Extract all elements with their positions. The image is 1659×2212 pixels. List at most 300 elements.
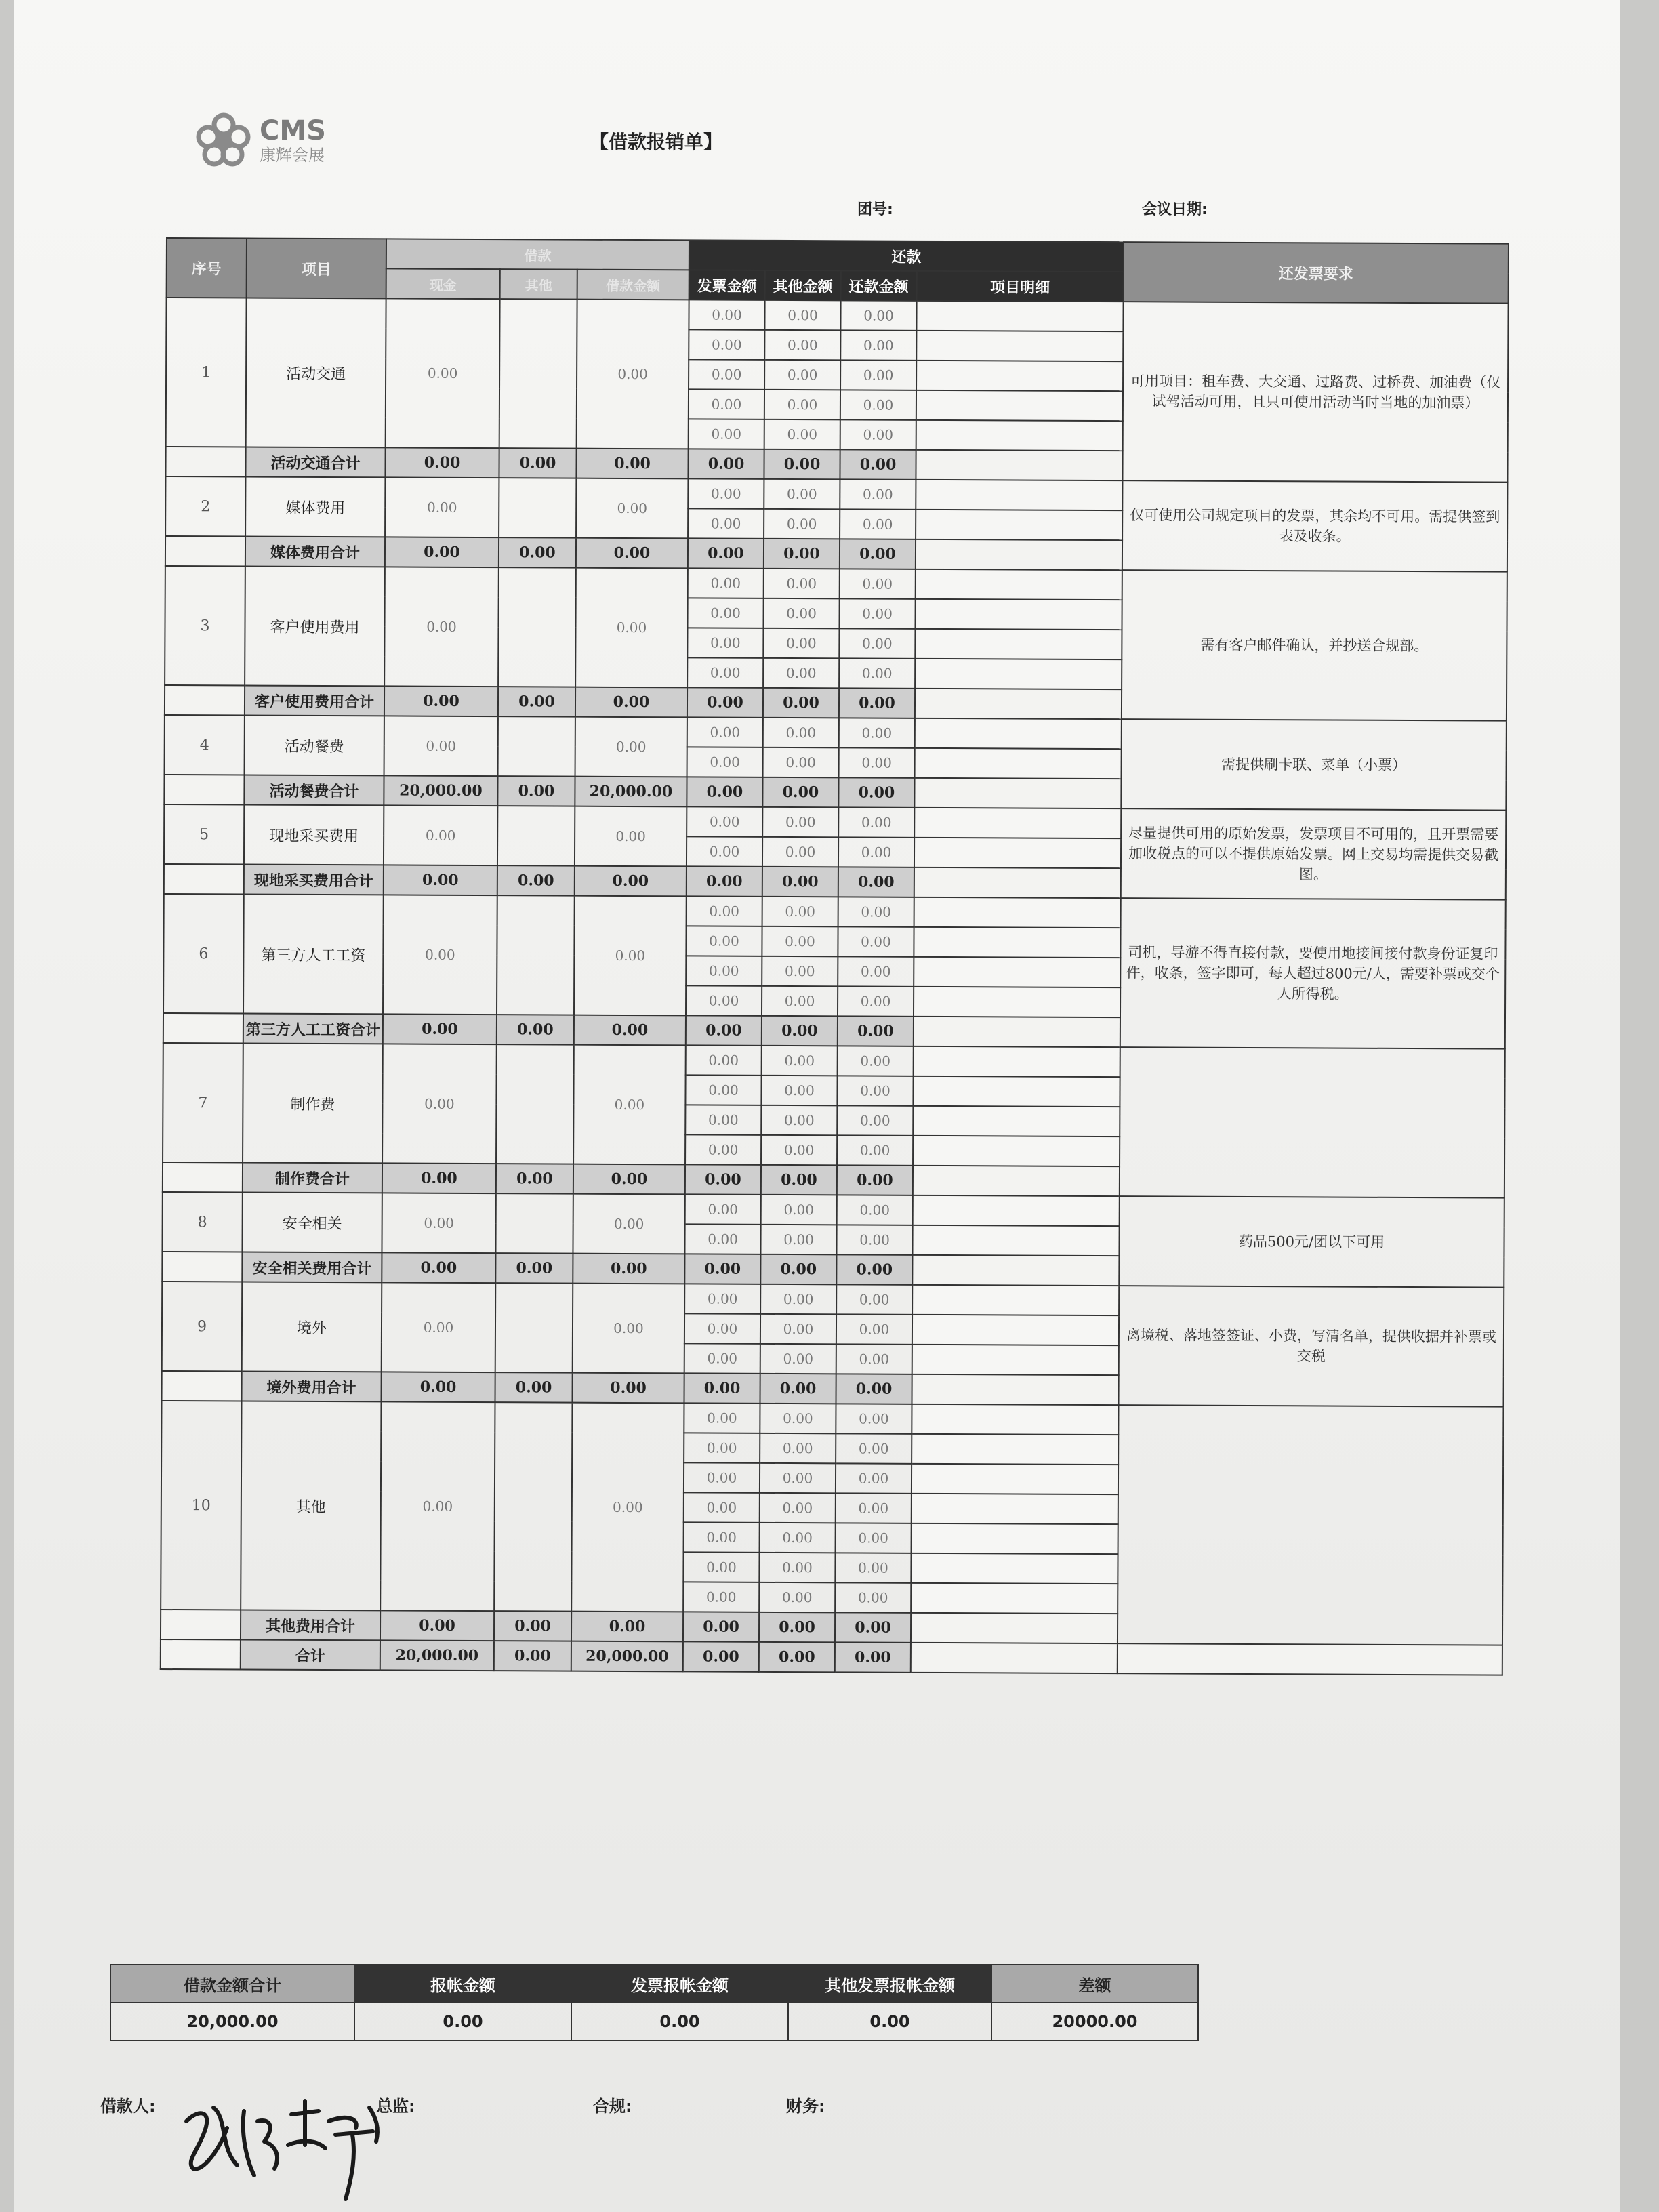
subtotal-detail-spacer (914, 867, 1121, 898)
table-row (165, 476, 1507, 512)
subtotal-spacer (165, 685, 245, 716)
subtotal-value: 0.00 (836, 1374, 912, 1404)
subtotal-label: 客户使用费用合计 (245, 686, 384, 716)
subtotal-detail-spacer (912, 1255, 1119, 1286)
subtotal-value: 0.00 (687, 687, 763, 717)
subtotal-value: 0.00 (686, 1015, 762, 1045)
invoice-amount-cell[interactable]: 0.00 (684, 1492, 760, 1522)
subtotal-value: 0.00 (574, 1015, 686, 1046)
invoice-amount-cell[interactable]: 0.00 (684, 1313, 760, 1343)
detail-cell[interactable] (914, 838, 1121, 868)
detail-cell[interactable] (915, 599, 1122, 630)
other-amount-cell[interactable]: 0.00 (762, 837, 838, 867)
repay-amount-cell[interactable]: 0.00 (836, 1463, 912, 1493)
row-borrow-total: 0.00 (573, 1045, 686, 1165)
other-amount-cell[interactable]: 0.00 (761, 1135, 837, 1165)
subtotal-value: 0.00 (575, 687, 687, 718)
detail-cell[interactable] (916, 569, 1122, 600)
detail-cell[interactable] (913, 1076, 1120, 1107)
row-borrow-cash: 0.00 (386, 298, 500, 448)
row-item: 境外 (242, 1282, 382, 1372)
other-amount-cell[interactable]: 0.00 (764, 390, 840, 419)
other-amount-cell[interactable]: 0.00 (760, 1404, 836, 1433)
other-amount-cell[interactable]: 0.00 (760, 1314, 836, 1344)
row-borrow-cash: 0.00 (382, 1044, 497, 1164)
other-amount-cell[interactable]: 0.00 (761, 1076, 837, 1105)
subtotal-value: 0.00 (495, 1253, 573, 1283)
other-amount-cell[interactable]: 0.00 (759, 1553, 835, 1582)
repay-amount-cell[interactable]: 0.00 (836, 1523, 912, 1553)
grand-total-value: 0.00 (494, 1641, 571, 1671)
subtotal-value: 0.00 (575, 866, 687, 897)
repay-amount-cell[interactable]: 0.00 (837, 1195, 913, 1225)
repay-amount-cell[interactable]: 0.00 (839, 598, 915, 628)
table-row (166, 298, 1508, 333)
row-seq: 10 (161, 1401, 241, 1610)
repay-amount-cell[interactable]: 0.00 (840, 419, 916, 449)
invoice-amount-cell[interactable]: 0.00 (687, 717, 763, 747)
invoice-amount-cell[interactable]: 0.00 (686, 956, 762, 985)
header-invoice-amount: 发票金额 (689, 270, 765, 300)
subtotal-spacer (164, 775, 244, 805)
repay-amount-cell[interactable]: 0.00 (836, 1314, 912, 1344)
grand-total-value: 0.00 (683, 1641, 759, 1671)
repay-amount-cell[interactable]: 0.00 (837, 1135, 913, 1165)
row-borrow-cash: 0.00 (382, 1282, 496, 1372)
detail-cell[interactable] (912, 1464, 1118, 1494)
row-item: 活动交通 (246, 298, 386, 448)
subtotal-detail-spacer (916, 539, 1122, 570)
invoice-amount-cell[interactable]: 0.00 (689, 329, 764, 359)
row-item: 现地采买费用 (244, 805, 384, 865)
subtotal-spacer (163, 1013, 243, 1044)
repay-amount-cell[interactable]: 0.00 (839, 658, 915, 688)
subtotal-value: 0.00 (685, 1164, 761, 1194)
subtotal-value: 0.00 (380, 1610, 494, 1641)
subtotal-value: 0.00 (687, 866, 762, 896)
detail-cell[interactable] (912, 1494, 1118, 1524)
invoice-amount-cell[interactable]: 0.00 (687, 806, 762, 836)
repay-amount-cell[interactable]: 0.00 (840, 509, 916, 539)
repay-amount-cell[interactable]: 0.00 (838, 1046, 914, 1076)
other-amount-cell[interactable]: 0.00 (763, 598, 839, 628)
other-amount-cell[interactable]: 0.00 (760, 1344, 836, 1374)
summary-borrow-total: 20,000.00 (110, 2003, 354, 2041)
subtotal-value: 0.00 (764, 449, 840, 479)
requirement-note: 药品500元/团以下可用 (1119, 1196, 1504, 1287)
repay-amount-cell[interactable]: 0.00 (838, 897, 914, 926)
repay-amount-cell[interactable]: 0.00 (837, 1076, 913, 1105)
row-seq: 8 (162, 1192, 242, 1252)
repay-amount-cell[interactable]: 0.00 (840, 330, 916, 360)
invoice-amount-cell[interactable]: 0.00 (683, 1582, 759, 1612)
requirement-note: 尽量提供可用的原始发票，发票项目不可用的，且开票需要加收税点的可以不提供原始发票。网上交易均需提供交易截图。 (1121, 808, 1507, 899)
detail-cell[interactable] (913, 1136, 1120, 1166)
other-amount-cell[interactable]: 0.00 (762, 926, 838, 956)
header-borrow-other: 其他 (500, 269, 577, 299)
subtotal-value: 0.00 (497, 1015, 574, 1044)
subtotal-value: 0.00 (762, 777, 838, 807)
grand-total-label: 合计 (241, 1639, 380, 1670)
detail-cell[interactable] (912, 1315, 1119, 1345)
invoice-amount-cell[interactable]: 0.00 (688, 508, 764, 538)
subtotal-value: 0.00 (688, 538, 764, 568)
other-amount-cell[interactable]: 0.00 (762, 897, 838, 926)
row-borrow-other (495, 1193, 573, 1253)
invoice-amount-cell[interactable]: 0.00 (685, 1105, 761, 1134)
detail-cell[interactable] (915, 659, 1122, 689)
repay-amount-cell[interactable]: 0.00 (839, 628, 915, 658)
summary-invoice-reimburse: 0.00 (571, 2003, 788, 2041)
row-borrow-total: 0.00 (573, 1284, 685, 1374)
row-item: 第三方人工工资 (243, 895, 384, 1015)
other-amount-cell[interactable]: 0.00 (764, 300, 840, 330)
invoice-amount-cell[interactable]: 0.00 (685, 1194, 761, 1224)
grand-total-req-spacer (1118, 1643, 1502, 1675)
detail-cell[interactable] (911, 1583, 1118, 1614)
grand-total-value: 20,000.00 (571, 1641, 683, 1672)
invoice-amount-cell[interactable]: 0.00 (684, 1462, 760, 1492)
header-borrow-cash: 现金 (386, 268, 500, 299)
requirement-note: 需有客户邮件确认，并抄送合规部。 (1122, 570, 1507, 720)
row-borrow-other (497, 806, 575, 865)
table-row (163, 1043, 1505, 1079)
repay-amount-cell[interactable]: 0.00 (839, 718, 915, 747)
detail-cell[interactable] (914, 808, 1121, 838)
subtotal-spacer (165, 536, 245, 567)
invoice-amount-cell[interactable]: 0.00 (685, 1134, 761, 1164)
detail-cell[interactable] (911, 1553, 1118, 1584)
grand-total-row (161, 1639, 1502, 1675)
subtotal-value: 0.00 (494, 1611, 571, 1641)
subtotal-label: 制作费合计 (243, 1163, 382, 1193)
subtotal-detail-spacer (916, 450, 1122, 480)
summary-header-borrow-total: 借款金额合计 (110, 1965, 354, 2003)
subtotal-value: 0.00 (761, 1165, 837, 1195)
subtotal-value: 0.00 (839, 688, 915, 718)
subtotal-value: 0.00 (383, 1014, 497, 1044)
subtotal-value: 0.00 (840, 539, 916, 569)
repay-amount-cell[interactable]: 0.00 (836, 1404, 912, 1433)
borrower-label: 借款人: (100, 2097, 156, 2116)
detail-cell[interactable] (914, 927, 1120, 958)
group-number-label: 团号: (857, 201, 893, 218)
repay-amount-cell[interactable]: 0.00 (838, 926, 914, 956)
subtotal-value: 0.00 (762, 867, 838, 897)
subtotal-value: 0.00 (573, 1164, 685, 1195)
subtotal-value: 0.00 (760, 1254, 836, 1284)
detail-cell[interactable] (914, 957, 1120, 987)
subtotal-value: 0.00 (837, 1165, 913, 1195)
other-amount-cell[interactable]: 0.00 (764, 509, 840, 539)
detail-cell[interactable] (916, 510, 1122, 540)
subtotal-value: 0.00 (836, 1254, 912, 1284)
detail-cell[interactable] (915, 718, 1122, 749)
requirement-note: 仅可使用公司规定项目的发票，其余均不可用。需提供签到表及收条。 (1122, 480, 1508, 571)
requirement-note (1118, 1405, 1504, 1645)
subtotal-value: 0.00 (385, 447, 499, 478)
subtotal-value: 0.00 (838, 1016, 914, 1046)
repay-amount-cell[interactable]: 0.00 (837, 1105, 913, 1135)
repay-amount-cell[interactable]: 0.00 (840, 569, 916, 598)
table-row (161, 1401, 1503, 1437)
row-seq: 4 (165, 715, 245, 775)
other-amount-cell[interactable]: 0.00 (759, 1582, 835, 1612)
detail-cell[interactable] (914, 897, 1121, 928)
other-amount-cell[interactable]: 0.00 (762, 986, 838, 1016)
other-amount-cell[interactable]: 0.00 (763, 628, 839, 658)
subtotal-value: 20,000.00 (384, 775, 497, 806)
invoice-amount-cell[interactable]: 0.00 (684, 1224, 760, 1254)
other-amount-cell[interactable]: 0.00 (760, 1523, 836, 1553)
summary-header-reimburse: 报帐金额 (354, 1965, 571, 2003)
invoice-amount-cell[interactable]: 0.00 (684, 1522, 760, 1552)
detail-cell[interactable] (912, 1225, 1119, 1256)
summary-table (110, 1964, 1199, 2041)
detail-cell[interactable] (913, 1106, 1120, 1136)
row-borrow-total: 0.00 (571, 1403, 684, 1612)
repay-amount-cell[interactable]: 0.00 (838, 956, 914, 986)
subtotal-detail-spacer (913, 1166, 1120, 1196)
repay-amount-cell[interactable]: 0.00 (836, 1284, 912, 1314)
grand-total-spacer (161, 1639, 241, 1670)
subtotal-spacer (161, 1610, 241, 1640)
detail-cell[interactable] (914, 1046, 1120, 1077)
summary-other-invoice: 0.00 (788, 2003, 991, 2041)
subtotal-value: 0.00 (385, 537, 499, 567)
subtotal-value: 0.00 (497, 865, 575, 895)
detail-cell[interactable] (912, 1404, 1118, 1435)
header-requirements: 还发票要求 (1124, 242, 1509, 303)
invoice-amount-cell[interactable]: 0.00 (687, 747, 763, 777)
detail-cell[interactable] (912, 1285, 1119, 1315)
repay-amount-cell[interactable]: 0.00 (836, 1433, 912, 1463)
subtotal-label: 安全相关费用合计 (242, 1252, 382, 1283)
invoice-amount-cell[interactable]: 0.00 (689, 389, 764, 419)
table-row (163, 1192, 1504, 1228)
header-borrow-total: 借款金额 (577, 270, 689, 300)
other-amount-cell[interactable]: 0.00 (764, 330, 840, 360)
invoice-amount-cell[interactable]: 0.00 (687, 628, 763, 657)
summary-header-invoice-reimburse: 发票报帐金额 (571, 1965, 788, 2003)
invoice-amount-cell[interactable]: 0.00 (689, 419, 764, 449)
subtotal-value: 0.00 (496, 1164, 573, 1193)
invoice-amount-cell[interactable]: 0.00 (687, 896, 762, 926)
subtotal-spacer (162, 1371, 242, 1401)
row-borrow-cash: 0.00 (383, 895, 497, 1015)
repay-amount-cell[interactable]: 0.00 (838, 986, 914, 1016)
table-row (165, 715, 1507, 751)
row-borrow-other (494, 1402, 572, 1611)
document-sheet (14, 0, 1620, 2212)
row-borrow-total: 0.00 (576, 478, 688, 539)
flower-logo-icon (193, 110, 254, 171)
other-amount-cell[interactable]: 0.00 (760, 1284, 836, 1314)
subtotal-value: 0.00 (382, 1372, 495, 1402)
invoice-amount-cell[interactable]: 0.00 (684, 1284, 760, 1313)
subtotal-value: 0.00 (576, 538, 688, 569)
director-label: 总监: (376, 2097, 415, 2116)
repay-amount-cell[interactable]: 0.00 (835, 1553, 911, 1582)
header-repay-amount: 还款金额 (841, 270, 917, 300)
detail-cell[interactable] (915, 748, 1122, 779)
other-amount-cell[interactable]: 0.00 (764, 360, 840, 390)
repay-amount-cell[interactable]: 0.00 (840, 360, 916, 390)
invoice-amount-cell[interactable]: 0.00 (687, 657, 763, 687)
detail-cell[interactable] (912, 1434, 1118, 1465)
invoice-amount-cell[interactable]: 0.00 (684, 1433, 760, 1462)
header-repay-group: 还款 (689, 240, 1124, 272)
row-borrow-cash: 0.00 (384, 805, 497, 865)
detail-cell[interactable] (914, 987, 1120, 1017)
detail-cell[interactable] (916, 480, 1122, 510)
repay-amount-cell[interactable]: 0.00 (839, 747, 915, 777)
row-borrow-other (495, 1283, 573, 1372)
finance-label: 财务: (786, 2097, 825, 2116)
other-amount-cell[interactable]: 0.00 (763, 718, 839, 747)
row-seq: 3 (165, 566, 245, 686)
row-item: 活动餐费 (245, 716, 384, 776)
invoice-amount-cell[interactable]: 0.00 (687, 598, 763, 628)
table-row (162, 1282, 1504, 1317)
subtotal-detail-spacer (914, 778, 1121, 808)
requirement-note: 可用项目：租车费、大交通、过路费、过桥费、加油费（仅试驾活动可用，且只可使用活动当时当地的加油票） (1122, 302, 1508, 482)
row-item: 媒体费用 (245, 477, 385, 537)
subtotal-value: 0.00 (684, 1254, 760, 1284)
other-amount-cell[interactable]: 0.00 (764, 569, 840, 598)
detail-cell[interactable] (916, 420, 1123, 451)
repay-amount-cell[interactable]: 0.00 (836, 1344, 912, 1374)
summary-difference: 20000.00 (991, 2003, 1198, 2041)
repay-amount-cell[interactable]: 0.00 (836, 1493, 912, 1523)
handwritten-signature (173, 2081, 403, 2203)
subtotal-detail-spacer (912, 1374, 1118, 1405)
row-borrow-total: 0.00 (575, 806, 687, 867)
repay-amount-cell[interactable]: 0.00 (840, 390, 916, 419)
repay-amount-cell[interactable]: 0.00 (838, 807, 914, 837)
detail-cell[interactable] (916, 361, 1123, 391)
invoice-amount-cell[interactable]: 0.00 (684, 1343, 760, 1373)
subtotal-value: 0.00 (760, 1374, 836, 1404)
subtotal-value: 0.00 (838, 867, 914, 897)
invoice-amount-cell[interactable]: 0.00 (689, 359, 764, 389)
subtotal-label: 第三方人工工资合计 (243, 1014, 383, 1044)
header-other-amount: 其他金额 (765, 270, 841, 300)
invoice-amount-cell[interactable]: 0.00 (686, 1045, 762, 1075)
row-seq: 2 (165, 476, 245, 537)
subtotal-label: 境外费用合计 (242, 1372, 382, 1402)
row-borrow-total: 0.00 (575, 717, 687, 777)
subtotal-value: 0.00 (764, 539, 840, 569)
repay-amount-cell[interactable]: 0.00 (840, 479, 916, 509)
other-amount-cell[interactable]: 0.00 (761, 1105, 837, 1135)
subtotal-detail-spacer (915, 689, 1122, 719)
row-borrow-cash: 0.00 (380, 1401, 495, 1611)
invoice-amount-cell[interactable]: 0.00 (689, 300, 764, 329)
repay-amount-cell[interactable]: 0.00 (838, 837, 914, 867)
row-seq: 9 (162, 1282, 243, 1372)
logo-brand: CMS (260, 115, 326, 146)
subtotal-value: 0.00 (573, 1373, 684, 1404)
other-amount-cell[interactable]: 0.00 (760, 1463, 836, 1493)
invoice-amount-cell[interactable]: 0.00 (686, 985, 762, 1015)
subtotal-value: 0.00 (499, 537, 576, 567)
other-amount-cell[interactable]: 0.00 (760, 1225, 836, 1254)
row-borrow-other (497, 895, 575, 1015)
requirement-note (1120, 1047, 1505, 1197)
summary-header-difference: 差额 (991, 1965, 1198, 2003)
other-amount-cell[interactable]: 0.00 (762, 956, 838, 986)
row-seq: 6 (163, 894, 244, 1014)
other-amount-cell[interactable]: 0.00 (761, 1195, 837, 1225)
row-borrow-other (499, 478, 576, 537)
subtotal-spacer (162, 1252, 242, 1282)
invoice-amount-cell[interactable]: 0.00 (685, 1075, 761, 1105)
detail-cell[interactable] (912, 1345, 1119, 1375)
company-logo (193, 110, 326, 171)
subtotal-value: 0.00 (498, 687, 575, 716)
grand-total-detail-spacer (911, 1643, 1118, 1673)
subtotal-value: 0.00 (384, 865, 497, 895)
subtotal-value: 0.00 (382, 1163, 496, 1193)
subtotal-value: 0.00 (840, 449, 916, 479)
row-borrow-other (496, 1044, 574, 1164)
subtotal-label: 媒体费用合计 (245, 537, 385, 567)
subtotal-label: 活动餐费合计 (244, 775, 384, 806)
repay-amount-cell[interactable]: 0.00 (835, 1582, 911, 1612)
summary-header-other-invoice: 其他发票报帐金额 (788, 1965, 991, 2003)
invoice-amount-cell[interactable]: 0.00 (688, 478, 764, 508)
subtotal-detail-spacer (911, 1613, 1118, 1643)
other-amount-cell[interactable]: 0.00 (764, 419, 840, 449)
subtotal-value: 0.00 (571, 1612, 683, 1642)
invoice-amount-cell[interactable]: 0.00 (683, 1552, 759, 1582)
detail-cell[interactable] (916, 390, 1123, 421)
other-amount-cell[interactable]: 0.00 (760, 1493, 836, 1523)
detail-cell[interactable] (912, 1523, 1118, 1554)
header-seq: 序号 (167, 238, 247, 298)
other-amount-cell[interactable]: 0.00 (763, 747, 839, 777)
subtotal-spacer (164, 864, 244, 895)
subtotal-detail-spacer (914, 1017, 1120, 1047)
invoice-amount-cell[interactable]: 0.00 (686, 926, 762, 956)
repay-amount-cell[interactable]: 0.00 (836, 1225, 912, 1254)
detail-cell[interactable] (913, 1195, 1120, 1226)
requirement-note: 司机，导游不得直接付款，要使用地接间接付款身份证复印件，收条，签字即可，每人超过800元/人，需要补票或交个人所得税。 (1120, 898, 1506, 1048)
detail-cell[interactable] (916, 331, 1123, 361)
invoice-amount-cell[interactable]: 0.00 (688, 568, 764, 598)
header-item: 项目 (247, 239, 386, 299)
document-title: 【借款报销单】 (590, 131, 723, 153)
invoice-amount-cell[interactable]: 0.00 (687, 836, 762, 866)
header-borrow-group: 借款 (386, 239, 689, 270)
other-amount-cell[interactable]: 0.00 (763, 658, 839, 688)
expense-table (160, 237, 1509, 1676)
row-borrow-total: 0.00 (573, 1194, 684, 1254)
detail-cell[interactable] (915, 629, 1122, 659)
invoice-amount-cell[interactable]: 0.00 (684, 1403, 760, 1433)
other-amount-cell[interactable]: 0.00 (762, 1046, 838, 1076)
logo-company-name: 康辉会展 (260, 146, 325, 165)
other-amount-cell[interactable]: 0.00 (760, 1433, 836, 1463)
subtotal-value: 0.00 (384, 686, 498, 716)
row-item: 制作费 (243, 1044, 383, 1164)
detail-cell[interactable] (916, 301, 1123, 331)
repay-amount-cell[interactable]: 0.00 (840, 300, 916, 330)
other-amount-cell[interactable]: 0.00 (762, 807, 838, 837)
row-borrow-total: 0.00 (577, 300, 689, 449)
other-amount-cell[interactable]: 0.00 (764, 479, 840, 509)
